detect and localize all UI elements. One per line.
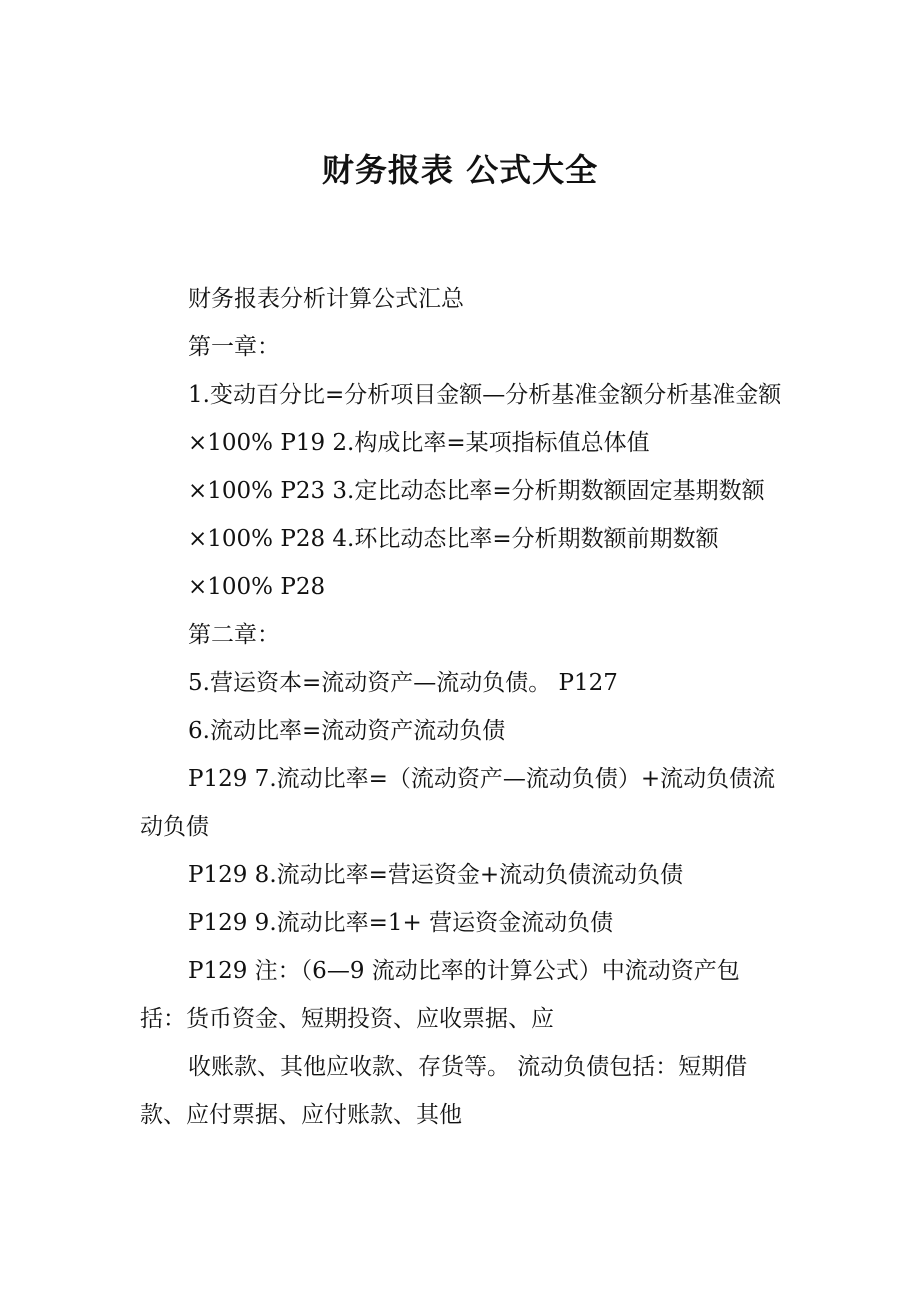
document-body bbox=[140, 275, 785, 1139]
paragraph: 财务报表分析计算公式汇总 bbox=[188, 286, 464, 312]
paragraph: P129 注：（6—9 流动比率的计算公式）中流动资产包括：货币资金、短期投资、应收票据、应 bbox=[140, 958, 740, 1032]
paragraph: 6.流动比率=流动资产流动负债 bbox=[188, 718, 506, 744]
document-title: 财务报表 公式大全 bbox=[321, 151, 599, 189]
paragraph: ×100% P28 bbox=[188, 574, 326, 600]
paragraph: ×100% P23 3.定比动态比率=分析期数额固定基期数额 bbox=[188, 478, 765, 504]
paragraph: 收账款、其他应收款、存货等。 流动负债包括：短期借款、应付票据、应付账款、其他 bbox=[140, 1054, 748, 1128]
paragraph: P129 9.流动比率=1+ 营运资金流动负债 bbox=[188, 910, 614, 936]
chapter-heading: 第二章： bbox=[188, 622, 280, 648]
paragraph: 5.营运资本=流动资产—流动负债。 P127 bbox=[188, 670, 618, 696]
paragraph: ×100% P19 2.构成比率=某项指标值总体值 bbox=[188, 430, 650, 456]
paragraph: 1.变动百分比=分析项目金额—分析基准金额分析基准金额 bbox=[188, 382, 782, 408]
paragraph: ×100% P28 4.环比动态比率=分析期数额前期数额 bbox=[188, 526, 719, 552]
paragraph: P129 8.流动比率=营运资金+流动负债流动负债 bbox=[188, 862, 684, 888]
paragraph: P129 7.流动比率=（流动资产—流动负债）+流动负债流动负债 bbox=[140, 766, 776, 840]
chapter-heading: 第一章： bbox=[188, 334, 280, 360]
